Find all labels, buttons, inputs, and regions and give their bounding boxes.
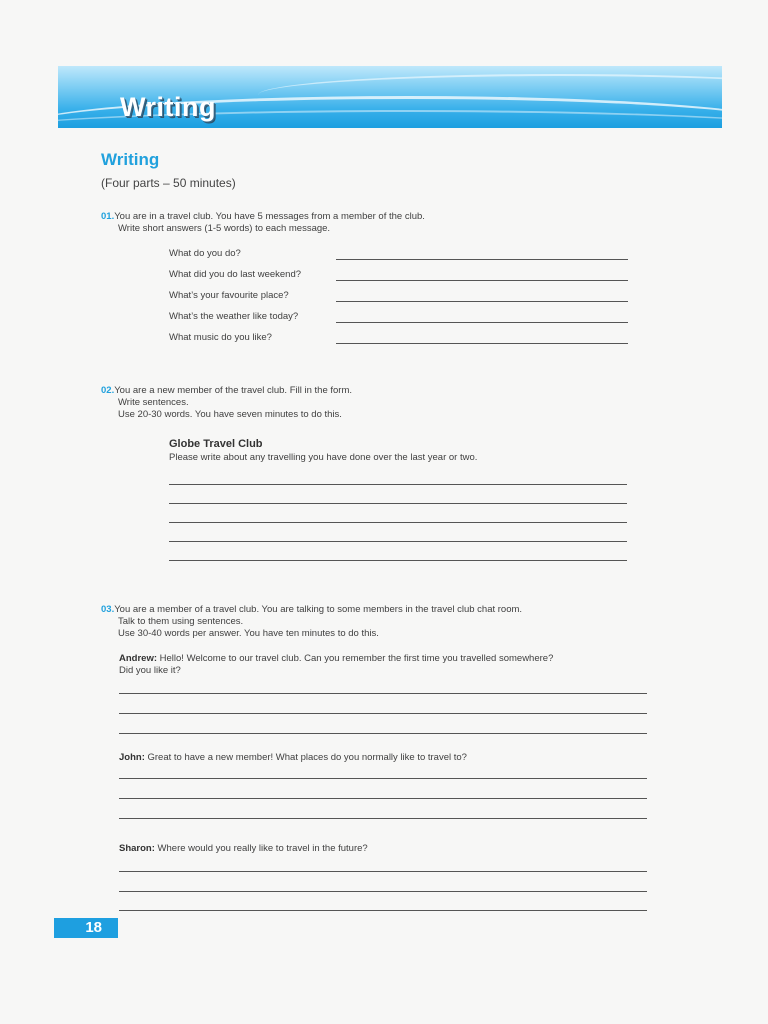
writing-line[interactable] bbox=[119, 798, 647, 799]
form-title: Globe Travel Club bbox=[169, 438, 263, 450]
writing-line[interactable] bbox=[169, 541, 627, 542]
answer-line[interactable] bbox=[336, 280, 628, 281]
writing-line[interactable] bbox=[119, 891, 647, 892]
q2-number: 02. bbox=[101, 385, 115, 396]
q2-text-line2: Write sentences. bbox=[118, 397, 189, 408]
section-subtitle: (Four parts – 50 minutes) bbox=[101, 176, 236, 190]
q1-text-line2: Write short answers (1-5 words) to each message. bbox=[118, 223, 331, 234]
q1-text-line1: You are in a travel club. You have 5 messages from a member of the club. bbox=[114, 211, 425, 222]
q3-text-line3: Use 30-40 words per answer. You have ten minutes to do this. bbox=[118, 628, 379, 639]
q1-prompt: What’s your favourite place? bbox=[169, 290, 289, 301]
writing-line[interactable] bbox=[169, 560, 627, 561]
q1-instructions bbox=[101, 211, 425, 235]
writing-line[interactable] bbox=[119, 733, 647, 734]
q3-instructions bbox=[101, 604, 522, 640]
q1-prompt: What’s the weather like today? bbox=[169, 311, 299, 322]
q2-text-line1: You are a new member of the travel club. Fill in the form. bbox=[114, 385, 353, 396]
q1-answer-row bbox=[169, 332, 629, 346]
q1-prompt: What music do you like? bbox=[169, 332, 272, 343]
writing-line[interactable] bbox=[119, 818, 647, 819]
speaker-name: Sharon: bbox=[119, 843, 155, 854]
q1-answer-row bbox=[169, 269, 629, 283]
q1-prompt: What do you do? bbox=[169, 248, 241, 259]
q3-number: 03. bbox=[101, 604, 115, 615]
writing-line[interactable] bbox=[119, 693, 647, 694]
q2-text-line3: Use 20-30 words. You have seven minutes to do this. bbox=[118, 409, 342, 420]
writing-line[interactable] bbox=[119, 778, 647, 779]
chat-message-sharon bbox=[119, 843, 639, 855]
message-text: Hello! Welcome to our travel club. Can you remember the first time you travelled somewhere? bbox=[159, 653, 554, 664]
form-prompt: Please write about any travelling you have done over the last year or two. bbox=[169, 452, 478, 463]
writing-line[interactable] bbox=[119, 871, 647, 872]
writing-line[interactable] bbox=[119, 713, 647, 714]
page-number: 18 bbox=[85, 919, 102, 936]
message-text: Where would you really like to travel in the future? bbox=[157, 843, 368, 854]
q1-answer-row bbox=[169, 290, 629, 304]
answer-line[interactable] bbox=[336, 301, 628, 302]
answer-line[interactable] bbox=[336, 259, 628, 260]
chat-message-john bbox=[119, 752, 639, 764]
answer-line[interactable] bbox=[336, 343, 628, 344]
speaker-name: Andrew: bbox=[119, 653, 157, 664]
q1-answer-row bbox=[169, 311, 629, 325]
q3-text-line1: You are a member of a travel club. You are talking to some members in the travel club chat room. bbox=[114, 604, 523, 615]
q1-number: 01. bbox=[101, 211, 115, 222]
q1-answer-row bbox=[169, 248, 629, 262]
q3-text-line2: Talk to them using sentences. bbox=[118, 616, 244, 627]
writing-line[interactable] bbox=[169, 484, 627, 485]
message-text: Did you like it? bbox=[119, 665, 181, 676]
answer-line[interactable] bbox=[336, 322, 628, 323]
q2-instructions bbox=[101, 385, 352, 421]
writing-line[interactable] bbox=[169, 503, 627, 504]
chat-message-andrew bbox=[119, 653, 639, 677]
speaker-name: John: bbox=[119, 752, 145, 763]
section-title: Writing bbox=[101, 150, 160, 169]
message-text: Great to have a new member! What places do you normally like to travel to? bbox=[147, 752, 467, 763]
writing-line[interactable] bbox=[119, 910, 647, 911]
page-number-tab bbox=[54, 918, 118, 938]
q1-prompt: What did you do last weekend? bbox=[169, 269, 302, 280]
banner-title: Writing bbox=[120, 92, 216, 122]
writing-line[interactable] bbox=[169, 522, 627, 523]
